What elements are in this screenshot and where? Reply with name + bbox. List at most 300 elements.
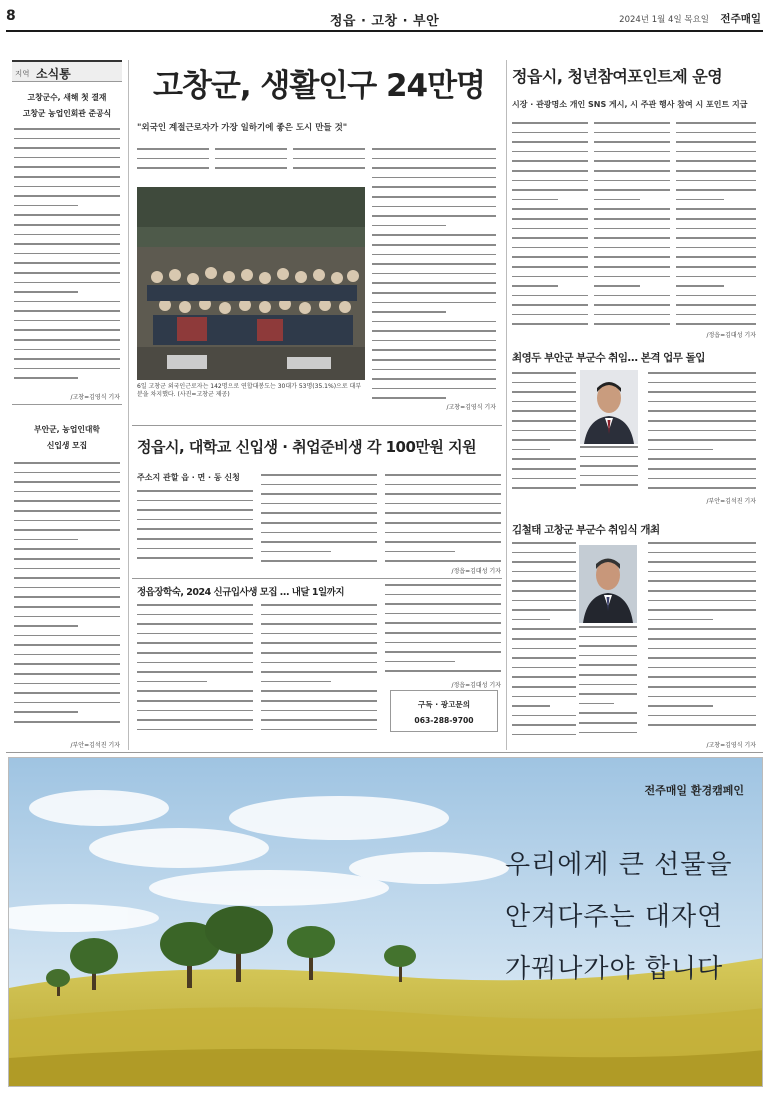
- text-line: [512, 420, 576, 422]
- text-line: [580, 465, 638, 467]
- text-line: [579, 674, 637, 676]
- text-line: [261, 551, 331, 553]
- text-line: [512, 430, 576, 432]
- section-title: 정읍 · 고창 · 부안: [329, 14, 440, 29]
- text-line: [512, 410, 576, 412]
- text-line: [14, 176, 120, 178]
- text-line: [137, 500, 253, 502]
- text-line: [372, 311, 446, 313]
- text-line: [137, 700, 253, 702]
- text-line: [14, 500, 120, 502]
- text-line: [512, 372, 576, 374]
- middle-body-col1: [137, 490, 253, 576]
- text-line: [579, 722, 637, 724]
- text-line: [14, 377, 78, 379]
- text-line: [14, 186, 120, 188]
- text-line: [14, 224, 120, 226]
- text-line: [261, 522, 377, 524]
- text-line: [648, 715, 756, 717]
- person2-body-col1: [512, 542, 576, 746]
- text-line: [215, 167, 287, 169]
- text-line: [372, 234, 496, 236]
- text-line: [512, 122, 588, 124]
- issue-date: 2024년 1월 4일 목요일: [619, 15, 709, 25]
- text-line: [385, 474, 501, 476]
- text-line: [137, 719, 253, 721]
- text-line: [648, 468, 756, 470]
- text-line: [137, 681, 207, 683]
- text-line: [512, 276, 588, 278]
- text-line: [512, 247, 588, 249]
- text-line: [385, 503, 501, 505]
- text-line: [594, 180, 670, 182]
- contact-title: 구독 · 광고문의: [417, 700, 471, 709]
- text-line: [512, 478, 576, 480]
- main-body-col4: [372, 148, 496, 410]
- left-story1-body: [14, 128, 120, 390]
- text-line: [14, 147, 120, 149]
- text-line: [676, 247, 756, 249]
- left-story1-subheadline: 고창군 농업인회관 준공식: [22, 109, 112, 118]
- text-line: [385, 532, 501, 534]
- text-line: [648, 580, 756, 582]
- text-line: [676, 304, 756, 306]
- text-line: [14, 692, 120, 694]
- text-line: [14, 358, 120, 360]
- text-line: [512, 580, 576, 582]
- text-line: [676, 151, 756, 153]
- middle-headline: 정읍시, 대학교 신입생 · 취업준비생 각 100만원 지원: [137, 438, 477, 456]
- text-line: [372, 148, 496, 150]
- text-line: [512, 382, 576, 384]
- text-line: [512, 189, 588, 191]
- main-subheadline: "외국인 계절근로자가 가장 일하기에 좋은 도시 만들 것": [137, 123, 348, 133]
- text-line: [648, 401, 756, 403]
- text-line: [14, 548, 120, 550]
- text-line: [579, 712, 637, 714]
- text-line: [385, 670, 501, 672]
- text-line: [579, 645, 637, 647]
- text-line: [512, 314, 588, 316]
- text-line: [261, 729, 377, 731]
- text-line: [261, 719, 377, 721]
- right-top-headline: 정읍시, 청년참여포인트제 운영: [512, 67, 723, 86]
- text-line: [14, 291, 78, 293]
- text-line: [261, 484, 377, 486]
- person1-portrait: [580, 370, 638, 444]
- text-line: [137, 633, 253, 635]
- text-line: [512, 705, 550, 707]
- text-line: [594, 228, 670, 230]
- text-line: [14, 128, 120, 130]
- text-line: [676, 122, 756, 124]
- text-line: [215, 158, 287, 160]
- main-headline: 고창군, 생활인구 24만명: [152, 68, 485, 104]
- text-line: [385, 512, 501, 514]
- text-line: [385, 651, 501, 653]
- text-line: [14, 711, 78, 713]
- left-story2-subheadline: 신입생 모집: [46, 441, 88, 450]
- text-line: [261, 700, 377, 702]
- text-line: [512, 391, 576, 393]
- text-line: [293, 148, 365, 150]
- text-line: [261, 710, 377, 712]
- text-line: [512, 715, 576, 717]
- text-line: [261, 681, 331, 683]
- text-line: [579, 684, 637, 686]
- text-line: [372, 158, 496, 160]
- text-line: [676, 160, 756, 162]
- text-line: [594, 304, 670, 306]
- person2-headline: 김철태 고창군 부군수 취임식 개최: [512, 524, 660, 536]
- text-line: [14, 587, 120, 589]
- text-line: [676, 141, 756, 143]
- text-line: [648, 676, 756, 678]
- person2-body-col2: [579, 626, 637, 746]
- main-body-col1: [137, 148, 209, 182]
- text-line: [512, 180, 588, 182]
- photo-caption: 6일 고창군 외국인근로자는 142명으로 연합대봉도는 30대가 53명(35.1%)으로 대부분을 차지했다. (사진=고창군 제공): [137, 383, 362, 399]
- text-line: [385, 551, 455, 553]
- text-line: [512, 734, 576, 736]
- ad-slogan-line3: 가꿔나가야 합니다: [505, 954, 724, 984]
- text-line: [293, 158, 365, 160]
- text-line: [594, 199, 640, 201]
- text-line: [676, 323, 756, 325]
- person1-body-col1: [512, 372, 576, 498]
- main-body-col2: [215, 148, 287, 182]
- text-line: [137, 662, 253, 664]
- text-line: [648, 724, 756, 726]
- text-line: [676, 199, 724, 201]
- text-line: [512, 458, 576, 460]
- text-line: [372, 321, 496, 323]
- text-line: [512, 468, 576, 470]
- text-line: [648, 648, 756, 650]
- header-rule: [6, 30, 763, 32]
- text-line: [648, 571, 756, 573]
- text-line: [594, 160, 670, 162]
- text-line: [14, 234, 120, 236]
- text-line: [137, 509, 253, 511]
- text-line: [137, 729, 253, 731]
- text-line: [594, 266, 670, 268]
- text-line: [512, 487, 576, 489]
- text-line: [648, 458, 756, 460]
- text-line: [512, 228, 588, 230]
- text-line: [261, 493, 377, 495]
- text-line: [137, 604, 253, 606]
- text-line: [14, 462, 120, 464]
- text-line: [648, 667, 756, 669]
- group-photo: [137, 187, 365, 380]
- text-line: [512, 218, 588, 220]
- text-line: [512, 552, 576, 554]
- text-line: [14, 539, 78, 541]
- text-line: [14, 529, 120, 531]
- text-line: [512, 561, 576, 563]
- right-top-body-col1: [512, 122, 588, 338]
- text-line: [648, 487, 756, 489]
- text-line: [14, 520, 120, 522]
- text-line: [372, 263, 496, 265]
- text-line: [648, 430, 756, 432]
- text-line: [648, 561, 756, 563]
- text-line: [372, 369, 496, 371]
- text-line: [14, 214, 120, 216]
- text-line: [14, 510, 120, 512]
- text-line: [372, 186, 496, 188]
- text-line: [385, 541, 501, 543]
- text-line: [579, 693, 637, 695]
- text-line: [14, 577, 120, 579]
- text-line: [14, 349, 120, 351]
- text-line: [648, 542, 756, 544]
- text-line: [579, 636, 637, 638]
- text-line: [137, 519, 253, 521]
- text-line: [648, 372, 756, 374]
- text-line: [512, 571, 576, 573]
- right-top-subheadline: 시장 · 관광명소 개인 SNS 게시, 시 주관 행사 참여 시 포인트 지급: [512, 100, 748, 109]
- environment-campaign-ad: [8, 757, 763, 1087]
- text-line: [14, 138, 120, 140]
- middle-subheadline: 주소지 관할 읍 · 면 · 동 신청: [137, 473, 240, 482]
- text-line: [261, 652, 377, 654]
- text-line: [594, 218, 670, 220]
- text-line: [648, 590, 756, 592]
- text-line: [261, 541, 377, 543]
- text-line: [594, 256, 670, 258]
- text-line: [594, 132, 670, 134]
- text-line: [14, 339, 120, 341]
- text-line: [14, 491, 120, 493]
- bottom-byline: /정읍=김대성 기자: [451, 682, 501, 689]
- middle-top-rule: [132, 425, 502, 426]
- text-line: [14, 282, 120, 284]
- text-line: [512, 667, 576, 669]
- text-line: [14, 625, 78, 627]
- text-line: [137, 167, 209, 169]
- text-line: [648, 420, 756, 422]
- text-line: [385, 661, 455, 663]
- text-line: [648, 439, 756, 441]
- text-line: [648, 609, 756, 611]
- text-line: [137, 557, 253, 559]
- text-line: [648, 449, 713, 451]
- text-line: [14, 644, 120, 646]
- column-name: 소식통: [36, 67, 71, 81]
- text-line: [594, 323, 670, 325]
- text-line: [512, 619, 550, 621]
- text-line: [579, 655, 637, 657]
- left-divider: [12, 404, 122, 405]
- text-line: [385, 522, 501, 524]
- text-line: [261, 560, 377, 562]
- text-line: [512, 401, 576, 403]
- text-line: [676, 208, 756, 210]
- text-line: [372, 254, 496, 256]
- text-line: [512, 285, 558, 287]
- text-line: [648, 410, 756, 412]
- text-line: [261, 633, 377, 635]
- text-line: [14, 606, 120, 608]
- text-line: [14, 616, 120, 618]
- text-line: [372, 388, 496, 390]
- text-line: [512, 696, 576, 698]
- text-line: [261, 690, 377, 692]
- text-line: [137, 671, 253, 673]
- text-line: [594, 295, 670, 297]
- text-line: [14, 683, 120, 685]
- left-story1-headline: 고창군수, 새해 첫 결재: [27, 93, 107, 102]
- text-line: [261, 512, 377, 514]
- bottom-body-col1: [137, 604, 253, 744]
- text-line: [372, 167, 496, 169]
- text-line: [385, 594, 501, 596]
- text-line: [372, 302, 496, 304]
- text-line: [14, 702, 120, 704]
- text-line: [512, 609, 576, 611]
- text-line: [137, 158, 209, 160]
- text-line: [372, 282, 496, 284]
- text-line: [372, 378, 496, 380]
- text-line: [14, 568, 120, 570]
- text-line: [372, 359, 496, 361]
- text-line: [14, 673, 120, 675]
- ad-slogan-line2: 안겨다주는 대자연: [505, 902, 724, 932]
- text-line: [512, 724, 576, 726]
- subscription-contact-box: [390, 690, 498, 732]
- text-line: [648, 600, 756, 602]
- text-line: [512, 304, 588, 306]
- text-line: [372, 330, 496, 332]
- text-line: [648, 686, 756, 688]
- text-line: [137, 623, 253, 625]
- text-line: [512, 237, 588, 239]
- column-tag: 지역: [15, 69, 30, 78]
- text-line: [579, 626, 637, 628]
- text-line: [512, 600, 576, 602]
- text-line: [14, 195, 120, 197]
- middle-body-col3: [385, 474, 501, 570]
- ad-campaign-title: 전주매일 환경캠페인: [644, 784, 744, 797]
- text-line: [594, 247, 670, 249]
- text-line: [579, 732, 637, 734]
- contact-phone: 063-288-9700: [414, 716, 474, 725]
- text-line: [512, 160, 588, 162]
- text-line: [372, 206, 496, 208]
- text-line: [261, 662, 377, 664]
- text-line: [512, 141, 588, 143]
- text-line: [372, 340, 496, 342]
- text-line: [512, 256, 588, 258]
- text-line: [385, 603, 501, 605]
- person2-body-col3: [648, 542, 756, 738]
- text-line: [676, 228, 756, 230]
- text-line: [594, 208, 670, 210]
- text-line: [594, 285, 640, 287]
- column-divider: [128, 60, 129, 750]
- text-line: [372, 273, 496, 275]
- text-line: [137, 642, 253, 644]
- text-line: [676, 189, 756, 191]
- right-top-byline: /정읍=김대성 기자: [706, 332, 756, 339]
- text-line: [385, 493, 501, 495]
- text-line: [676, 314, 756, 316]
- text-line: [14, 472, 120, 474]
- text-line: [261, 474, 377, 476]
- person2-byline: /고창=김영식 기자: [706, 742, 756, 749]
- text-line: [14, 166, 120, 168]
- text-line: [579, 703, 614, 705]
- text-line: [261, 642, 377, 644]
- text-line: [385, 622, 501, 624]
- bottom-headline: 정읍장학숙, 2024 신규입사생 모집 … 내달 1일까지: [137, 587, 345, 598]
- text-line: [137, 614, 253, 616]
- text-line: [14, 481, 120, 483]
- main-byline: /고창=김영식 기자: [446, 404, 496, 411]
- text-line: [648, 478, 756, 480]
- text-line: [261, 614, 377, 616]
- text-line: [594, 237, 670, 239]
- text-line: [512, 266, 588, 268]
- text-line: [648, 552, 756, 554]
- text-line: [385, 642, 501, 644]
- text-line: [372, 225, 446, 227]
- text-line: [385, 613, 501, 615]
- text-line: [14, 301, 120, 303]
- text-line: [372, 177, 496, 179]
- text-line: [512, 648, 576, 650]
- text-line: [580, 446, 638, 448]
- text-line: [14, 205, 78, 207]
- text-line: [14, 596, 120, 598]
- text-line: [215, 148, 287, 150]
- text-line: [385, 484, 501, 486]
- text-line: [512, 657, 576, 659]
- text-line: [512, 686, 576, 688]
- text-line: [385, 560, 501, 562]
- text-line: [512, 170, 588, 172]
- text-line: [512, 542, 576, 544]
- text-line: [594, 314, 670, 316]
- left-story2-body: [14, 462, 120, 738]
- text-line: [14, 253, 120, 255]
- text-line: [14, 243, 120, 245]
- text-line: [648, 382, 756, 384]
- right-top-body-col2: [594, 122, 670, 338]
- text-line: [594, 141, 670, 143]
- text-line: [579, 664, 637, 666]
- text-line: [372, 244, 496, 246]
- text-line: [594, 170, 670, 172]
- text-line: [580, 456, 638, 458]
- text-line: [676, 218, 756, 220]
- text-line: [14, 272, 120, 274]
- text-line: [594, 276, 670, 278]
- masthead: [0, 0, 769, 38]
- text-line: [14, 157, 120, 159]
- text-line: [261, 532, 377, 534]
- text-line: [14, 654, 120, 656]
- text-line: [580, 475, 638, 477]
- text-line: [648, 705, 713, 707]
- text-line: [14, 310, 120, 312]
- person1-body-col2: [580, 446, 638, 500]
- text-line: [261, 671, 377, 673]
- main-body-col3: [293, 148, 365, 182]
- person1-body-col3: [648, 372, 756, 498]
